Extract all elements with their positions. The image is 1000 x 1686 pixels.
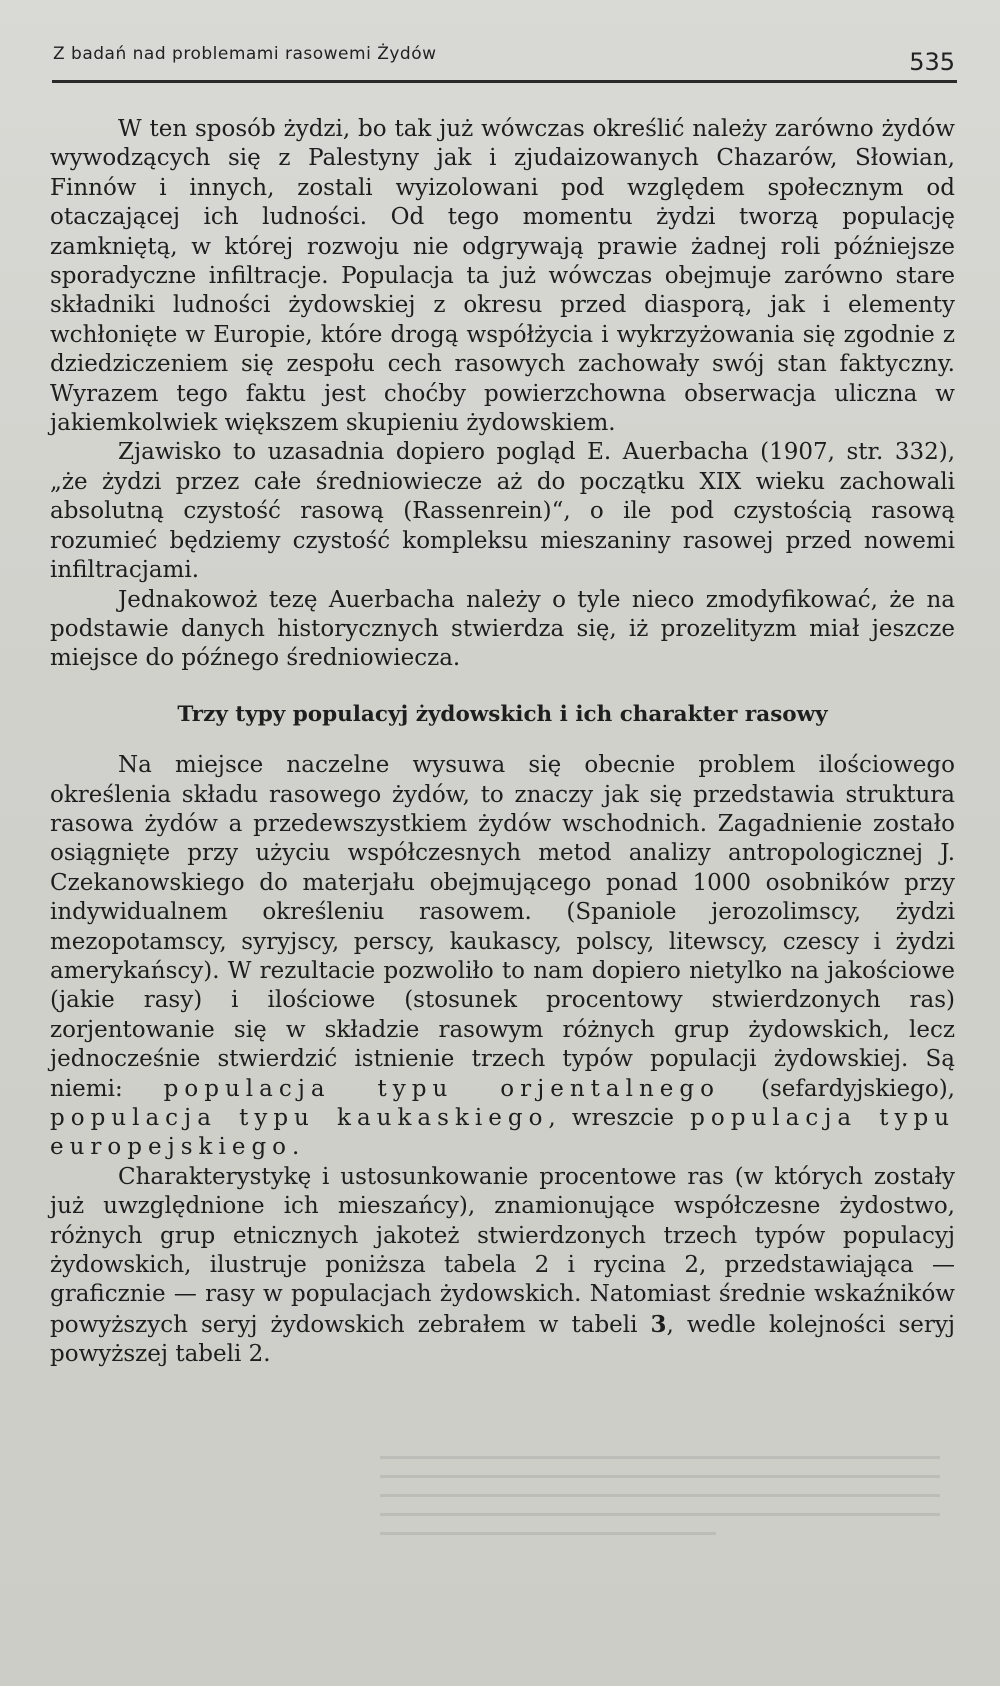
bleed-through-shadow [380, 1440, 940, 1610]
paragraph-4-text-d: . [292, 1134, 300, 1161]
paragraph-4 [50, 751, 955, 1163]
population-type-caucasian: populacja typu kaukaskiego [50, 1105, 549, 1131]
population-type-oriental: populacja typu orjentalnego [163, 1075, 720, 1102]
running-title: Z badań nad problemami rasowemi Żydów [53, 44, 437, 64]
main-text [50, 115, 955, 1370]
paragraph-2: Zjawisko to uzasadnia dopiero pogląd E. Auerbacha (1907, str. 332), „że żydzi przez całe średniowiecze aż do początku XIX wieku zachowali absolutną czystość rasową (Rassenrein)“, o ile pod czystością rasową rozumieć będziemy czystość kompleksu mieszaniny rasowej przed nowemi infiltracjami. [50, 439, 955, 584]
paragraph-5-text-b: , wedle kolejności seryj powyższej tabeli 2. [50, 1311, 956, 1368]
paragraph-4-text-a: Na miejsce naczelne wysuwa się obecnie problem ilościowego określenia składu rasowego żydów, to znaczy jak się przedstawia struktura rasowa żydów a przedewszystkiem żydów wschodnich. Zagadnienie zostało osiągnięte przy użyciu współczesnych metod analizy antropologicznej J. Czekanowskiego do materjału obejmującego ponad 1000 osobników przy indywidualnem określeniu rasowem. (Spaniole jerozolimscy, żydzi mezopotamscy, syryjscy, perscy, kaukascy, polscy, litewscy, czescy i żydzi amerykańscy). W rezultacie pozwoliło to nam dopiero nietylko na jakościowe (jakie rasy) i ilościowe (stosunek procentowy stwierdzonych ras) zorjentowanie się w składzie rasowym różnych grup żydowskich, lecz jednocześnie stwierdzić istnienie trzech typów populacji żydowskiej. Są niemi: [50, 752, 955, 1102]
paragraph-4-text-b: (sefardyjskiego), [720, 1075, 955, 1102]
paragraph-4-text-c: , wreszcie [548, 1105, 691, 1131]
paragraph-1: W ten sposób żydzi, bo tak już wówczas określić należy zarówno żydów wywodzących się z Palestyny jak i zjudaizowanych Chazarów, Słowian, Finnów i innych, zostali wyizolowani pod względem społecznym od otaczającej ich ludności. Od tego momentu żydzi tworzą populację zamkniętą, w której rozwoju nie odgrywają prawie żadnej roli późniejsze sporadyczne infiltracje. Populacja ta już wówczas obejmuje zarówno stare składniki ludności żydowskiej z okresu przed diasporą, jak i elementy wchłonięte w Europie, które drogą współżycia i wykrzyżowania się zgodnie z dziedziczeniem się zespołu cech rasowych zachowały swój stan faktyczny. Wyrazem tego faktu jest choćby powierzchowna obserwacja uliczna w jakiemkolwiek większem skupieniu żydowskiem. [50, 116, 955, 437]
population-type-european: populacja typu europejskiego [50, 1105, 956, 1161]
page-number: 535 [909, 48, 955, 76]
header-rule [52, 80, 957, 83]
table-number-bold: 3 [650, 1310, 667, 1338]
paragraph-5-text-a: Charakterystykę i ustosunkowanie procentowe ras (w których zostały już uwzględnione ich mieszańcy), znamionujące współczesne żydostwo, różnych grup etnicznych jakoteż stwierdzonych trzech typów populacyj żydowskich, ilustruje poniższa tabela 2 i rycina 2, przedstawiająca — graficznie — rasy w populacjach żydowskich. Natomiast średnie wskaźników powyższych seryj żydowskich zebrałem w tabeli [50, 1163, 955, 1338]
paragraph-5 [50, 1163, 955, 1370]
paragraph-3: Jednakowoż tezę Auerbacha należy o tyle nieco zmodyfikować, że na podstawie danych historycznych stwierdza się, iż prozelityzm miał jeszcze miejsce do późnego średniowiecza. [50, 586, 955, 672]
section-heading: Trzy typy populacyj żydowskich i ich charakter rasowy [177, 701, 828, 727]
